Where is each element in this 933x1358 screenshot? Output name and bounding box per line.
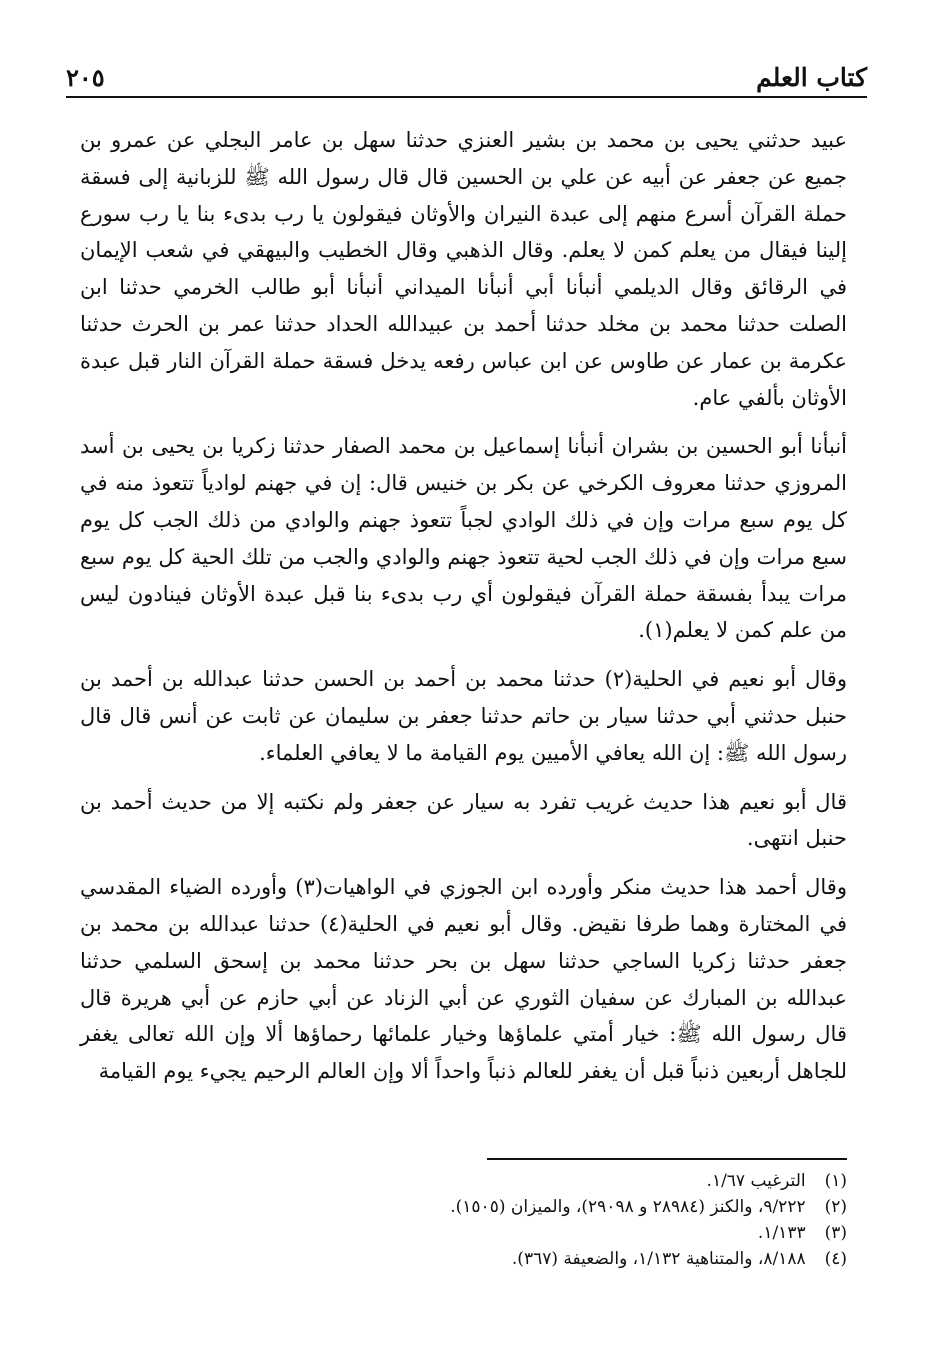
- footnote-number: (١): [824, 1171, 847, 1191]
- footnote-number: (٢): [824, 1197, 847, 1217]
- paragraph: أنبأنا أبو الحسين بن بشران أنبأنا إسماعيل بن محمد الصفار حدثنا زكريا بن يحيى بن أسد المروزي حدثنا معروف الكرخي عن بكر بن خنيس قال: إن في جهنم لوادياً تتعوذ منه في كل يوم سبع مرات وإن في ذلك الوادي لجباً تتعوذ جهنم والوادي من ذلك الجب كل يوم سبع مرات وإن في ذلك الجب لحية تتعوذ جهنم والوادي والجب من تلك الحية كل يوم سبع مرات يبدأ بفسقة حملة القرآن فيقولون أي رب بدىء بنا قبل عبدة الأوثان فينادون ليس من علم كمن لا يعلم(١).: [80, 434, 847, 643]
- page-number: ٢٠٥: [66, 63, 105, 92]
- footnote: [80, 1246, 847, 1272]
- chapter-title: كتاب العلم: [756, 63, 867, 92]
- footnote-number: (٤): [824, 1249, 847, 1269]
- running-header: [66, 58, 867, 98]
- paragraph: عبيد حدثني يحيى بن محمد بن بشير العنزي حدثنا سهل بن عامر البجلي عن عمرو بن جميع عن جعفر عن أبيه عن علي بن الحسين قال قال رسول الله ﷺ للزبانية إلى فسقة حملة القرآن أسرع منهم إلى عبدة النيران والأوثان فيقولون يا رب بدىء بنا يا رب سورع إلينا فيقال من يعلم كمن لا يعلم. وقال الذهبي وقال الخطيب والبيهقي في شعب الإيمان في الرقائق وقال الديلمي أنبأنا أبي أنبأنا الميداني أنبأنا أبو طالب الخرمي حدثنا ابن الصلت حدثنا محمد بن مخلد حدثنا أحمد بن عبيدالله الحداد حدثنا عمر بن الحرث حدثنا عكرمة بن عمار عن طاوس عن ابن عباس رفعه يدخل فسقة حملة القرآن النار قبل عبدة الأوثان بألفي عام.: [80, 128, 847, 410]
- footnote-number: (٣): [824, 1223, 847, 1243]
- paragraph: قال أبو نعيم هذا حديث غريب تفرد به سيار عن جعفر ولم نكتبه إلا من حديث أحمد بن حنبل انتهى.: [80, 789, 847, 851]
- footnote: [80, 1194, 847, 1220]
- footnotes: [80, 1158, 847, 1272]
- footnote-text: ١/١٣٣.: [757, 1223, 806, 1243]
- paragraph: وقال أبو نعيم في الحلية(٢) حدثنا محمد بن أحمد بن الحسن حدثنا عبدالله بن أحمد بن حنبل حدثني أبي حدثنا سيار بن حاتم حدثنا جعفر بن سليمان عن ثابت عن أنس قال قال رسول الله ﷺ: إن الله يعافي الأميين يوم القيامة ما لا يعافي العلماء.: [80, 667, 847, 765]
- footnote-text: ٩/٢٢٢، والكنز (٢٨٩٨٤ و ٢٩٠٩٨)، والميزان (١٥٠٥).: [450, 1197, 806, 1217]
- footnote: [80, 1168, 847, 1194]
- footnote: [80, 1220, 847, 1246]
- footnote-separator: [487, 1158, 847, 1160]
- footnote-text: الترغيب ١/٦٧.: [706, 1171, 806, 1191]
- footnote-text: ٨/١٨٨، والمتناهية ١/١٣٢، والضعيفة (٣٦٧).: [511, 1249, 806, 1269]
- main-text: [80, 122, 847, 1102]
- footnote-list: [80, 1168, 847, 1272]
- paragraph: وقال أحمد هذا حديث منكر وأورده ابن الجوزي في الواهيات(٣) وأورده الضياء المقدسي في المختارة وهما طرفا نقيض. وقال أبو نعيم في الحلية(٤) حدثنا عبدالله بن محمد بن جعفر حدثنا زكريا الساجي حدثنا سهل بن بحر حدثنا محمد بن إسحق السلمي حدثنا عبدالله بن المبارك عن سفيان الثوري عن أبي الزناد عن أبي حازم عن أبي هريرة قال قال رسول الله ﷺ: خيار أمتي علماؤها وخيار علمائها رحماؤها ألا وإن الله تعالى يغفر للجاهل أربعين ذنباً قبل أن يغفر للعالم ذنباً واحداً ألا وإن العالم الرحيم يجيء يوم القيامة: [80, 875, 847, 1084]
